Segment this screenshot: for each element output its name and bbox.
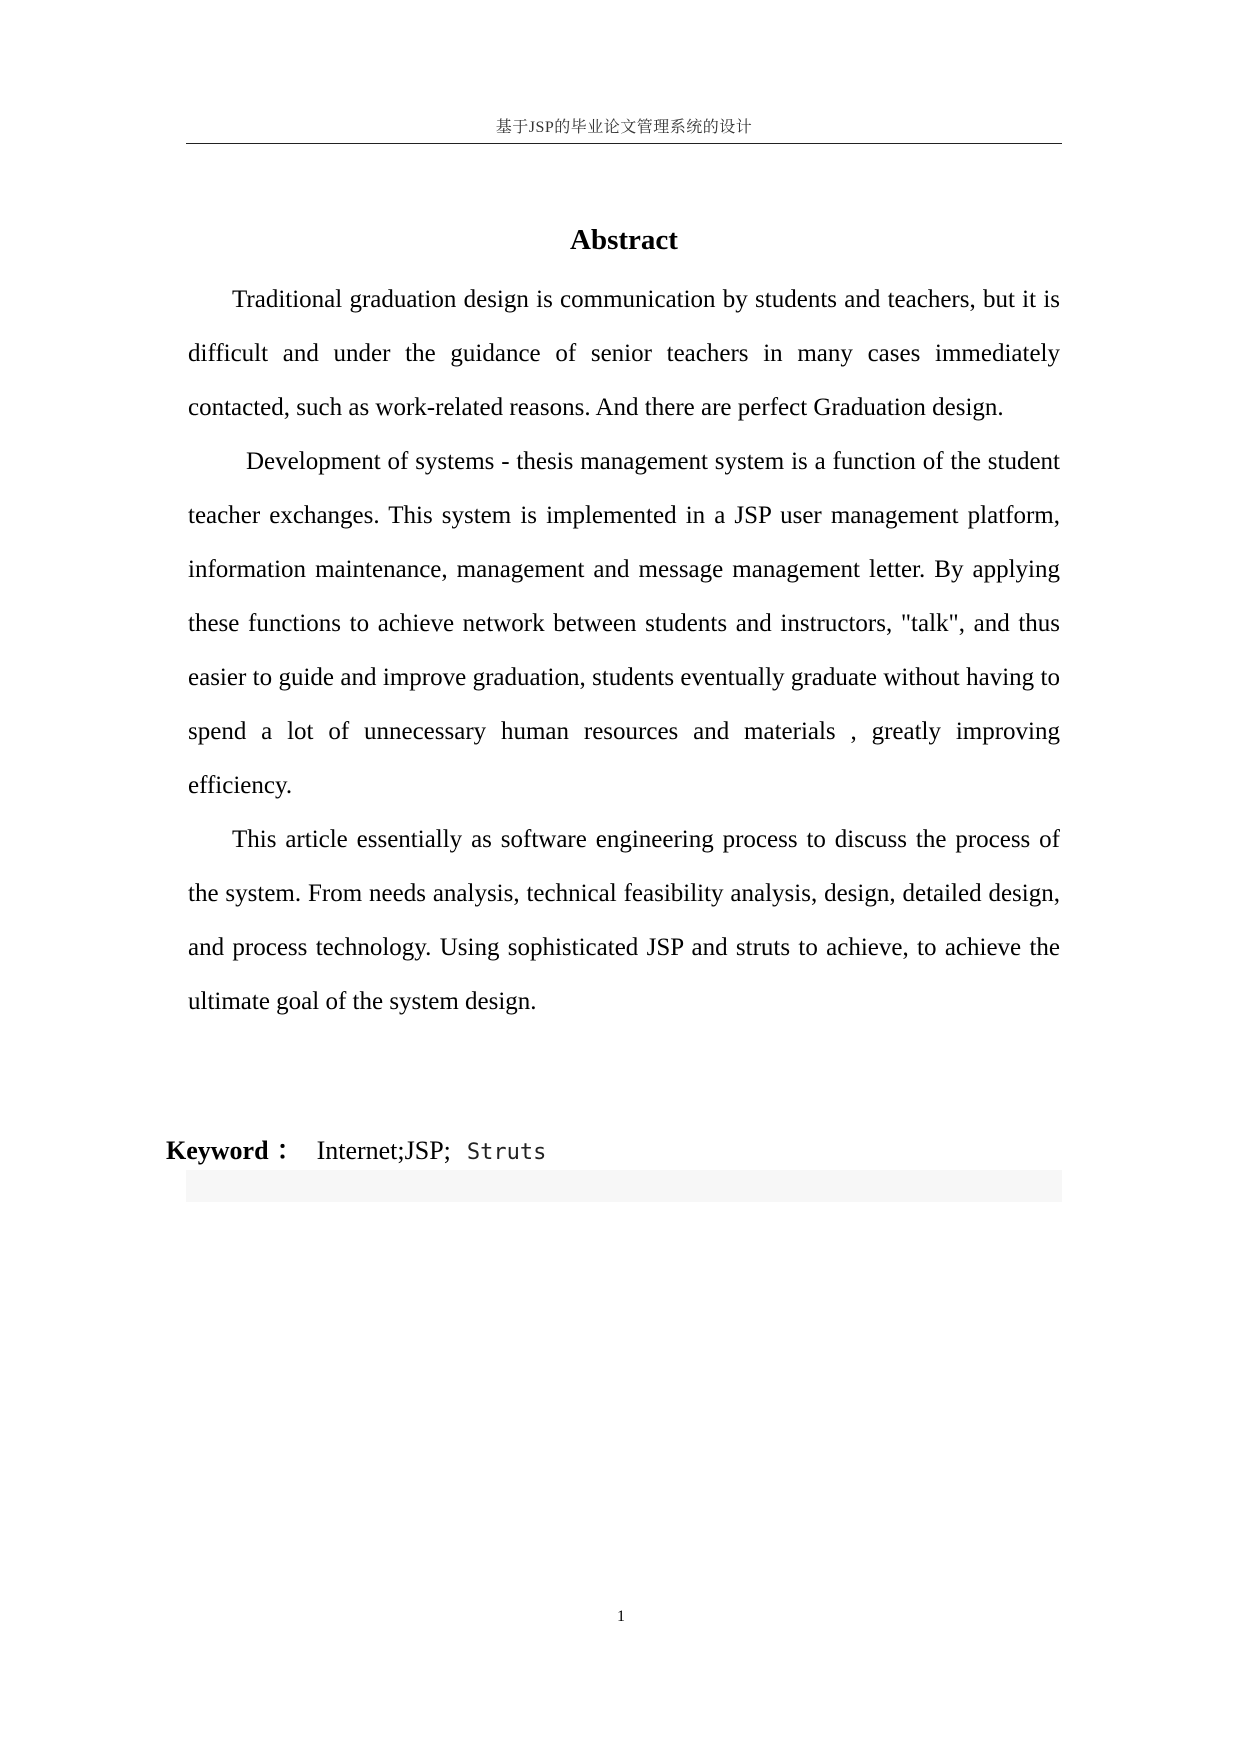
abstract-paragraph: Traditional graduation design is communication by students and teachers, but it is difficult and under the guidance of senior teachers in many cases immediately contacted, such as work-related reasons. And there are perfect Graduation design. bbox=[188, 286, 1060, 421]
abstract-paragraph: Development of systems - thesis management system is a function of the student teacher exchanges. This system is implemented in a JSP user management platform, information maintenance, management and message management letter. By applying these functions to achieve network between students and instructors, "talk", and thus easier to guide and improve graduation, students eventually graduate without having to spend a lot of unnecessary human resources and materials , greatly improving efficiency. bbox=[188, 448, 1060, 799]
running-header: 基于JSP的毕业论文管理系统的设计 bbox=[495, 119, 753, 136]
keywords-colon: ： bbox=[276, 1136, 303, 1165]
abstract-body bbox=[188, 273, 1060, 1029]
abstract-title: Abstract bbox=[570, 224, 678, 256]
keywords-values: Internet;JSP; bbox=[316, 1136, 451, 1165]
header-divider bbox=[186, 143, 1062, 144]
shaded-band bbox=[186, 1170, 1062, 1202]
keywords-line bbox=[166, 1134, 546, 1170]
keywords-extra: Struts bbox=[466, 1140, 547, 1165]
keywords-label: Keyword bbox=[166, 1136, 269, 1165]
abstract-paragraph: This article essentially as software engineering process to discuss the process of the system. From needs analysis, technical feasibility analysis, design, detailed design, and process technology. Using sophisticated JSP and struts to achieve, to achieve the ultimate goal of the system design. bbox=[188, 826, 1060, 1015]
page-number: 1 bbox=[617, 1608, 625, 1625]
